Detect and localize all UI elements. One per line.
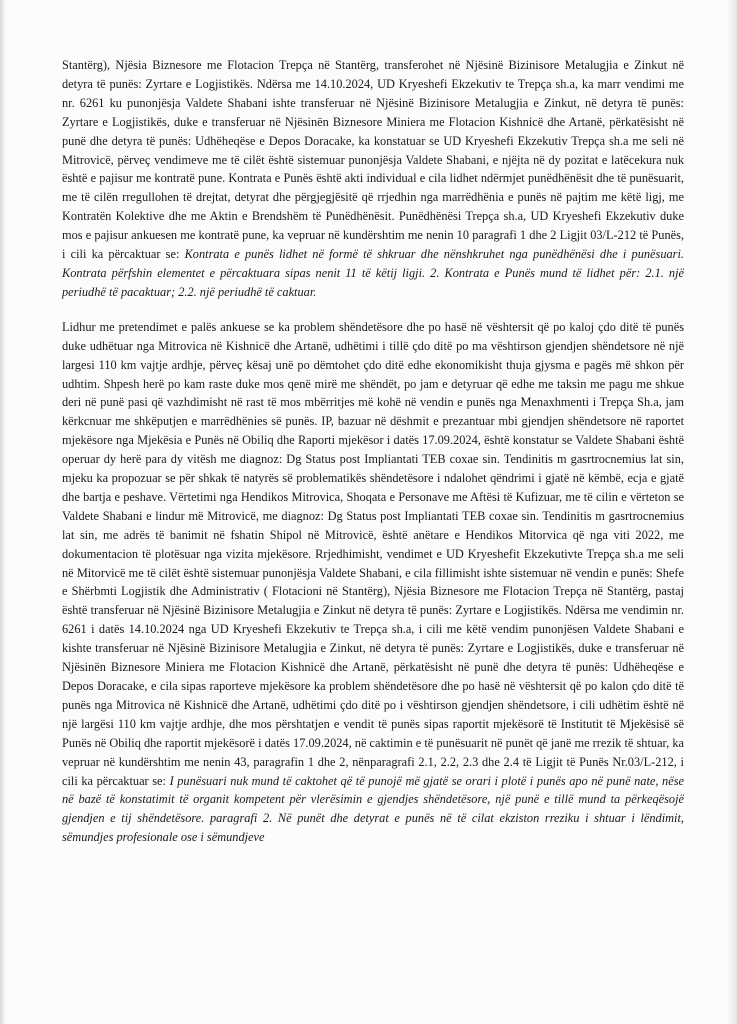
- paragraph-1-text: Stantërg), Njësia Biznesore me Flotacion Trepça në Stantërg, transferohet në Njësinë Bizinisore Metalugjia e Zinkut në detyra të punës: Zyrtare e Logjistikës. Ndërsa me 14.10.2024, UD Kryeshefi Ekzekutiv te Trepça sh.a, ka marr vendimi me nr. 6261 ku punonjësja Valdete Shabani ishte transferuar në Njësinë Bizinisore Metalugjia e Zinkut, në detyra të punës: Zyrtare e Logjistikës, duke e transferuar në Njësinën Biznesore Miniera me Flotacion Kishnicë dhe Artanë, përkatësisht në punë dhe detyra të punës: Udhëheqëse e Depos Doracake, ka konstatuar se UD Kryeshefi Ekzekutiv Trepça sh.a me seli në Mitrovicë, përveç vendimeve me të cilët është sistemuar punonjësja Valdete Shabani, e njëjta në dy pozitat e latëcekura nuk është e pajisur me kontratë pune. Kontrata e Punës është akti individual e cila lidhet ndërmjet punëdhënësit dhe të punësuarit, me të cilën rregullohen të drejtat, detyrat dhe përgjegjësitë që rrjedhin nga marrëdhënia e punës në pajtim me këtë ligj, me Kontratën Kolektive dhe me Aktin e Brendshëm të Punëdhënësit. Punëdhënësi Trepça sh.a, UD Kryeshefi Ekzekutiv duke mos e pajisur ankuesen me kontratë pune, ka vepruar në kundërshtim me nenin 10 paragrafi 1 dhe 2 Ligjit 03/L-212 të Punës, i cili ka përcaktuar se:: [62, 58, 684, 262]
- paragraph-1-law-quote: Kontrata e punës lidhet në formë të shkruar dhe nënshkruhet nga punëdhënësi dhe i punësuari. Kontrata përfshin elementet e përcaktuara sipas nenit 11 të këtij ligji. 2. Kontrata e Punës mund të lidhet për: 2.1. një periudhë të pacaktuar; 2.2. një periudhë të caktuar.: [62, 247, 684, 299]
- document-body: [62, 56, 684, 847]
- paragraph-health-claims: [62, 318, 684, 847]
- page-edge-shadow: [0, 0, 6, 1024]
- paragraph-2-law-quote: I punësuari nuk mund të caktohet që të punojë më gjatë se orari i plotë i punës apo në punë nate, nëse në bazë të konstatimit të organit kompetent për vlerësimin e gjendjes shëndetësore, një punë e tillë mund ta përkeqësojë gjendjen e tij shëndetësore. paragrafi 2. Në punët dhe detyrat e punës në të cilat ekziston rreziku i shtuar i lëndimit, sëmundjes profesionale ose i sëmundjeve: [62, 773, 684, 845]
- paragraph-contract-requirement: [62, 56, 684, 302]
- paragraph-2-text: Lidhur me pretendimet e palës ankuese se ka problem shëndetësore dhe po hasë në vështersit që po kaloj çdo ditë të punës duke udhëtuar nga Mitrovica në Kishnicë dhe Artanë, udhëtimi i tillë çdo ditë po ma vështirson gjendjen shëndetsore në një largesi 110 km vajtje ardhje, përveç kësaj unë po dëmtohet çdo ditë edhe ekonomikisht thuja gjysma e pagës më shkon për udhtim. Shpesh herë po kam raste duke mos qenë mirë me shëndët, po jam e detyruar që edhe me taksin me pagu me shkue deri në punë pasi që vazhdimisht në rast të mos mbërritjes më kohë në vendin e punës nga Menaxhmenti i Trepça Sh.a, jam kërkcnuar me shkëputjen e marrëdhënies së punës. IP, bazuar në dëshmit e prezantuar mbi gjendjen shëndetsore në raportet mjekësore nga Mjekësia e Punës në Obiliq dhe Raporti mjekësor i datës 17.09.2024, është konstatur se Valdete Shabani është operuar dy herë para dy vitësh me diagnoz: Dg Status post Impliantati TEB coxae sin. Tendinitis m gasrtrocnemius lat sin, mjeku ka propozuar se për shkak të natyrës së problematikës shëndetësore i ndalohet qëndrimi i gjatë në këmbë, ecja e gjatë dhe bartja e peshave. Vërtetimi nga Hendikos Mitrovica, Shoqata e Personave me Aftësi të Kufizuar, me të cilin e vërteton se Valdete Shabani e lindur më Mitrovicë, me diagnoz: Dg Status post Impliantati TEB coxae sin. Tendinitis m gasrtrocnemius lat sin, me adrës të banimit në fshatin Shipol në Mitrovicë, është anëtare e Hendikos Mitorvica që nga viti 2022, me dokumentacion të plotësuar nga vizita mjekësore. Rrjedhimisht, vendimet e UD Kryeshefit Ekzekutivte Trepça sh.a me seli në Mitorvicë me të cilët është sistemuar punonjësja Valdete Shabani, e cila fillimisht ishte sistemuar në vendin e punës: Shefe e Shërbmti Logjistik dhe Administrativ ( Flotacioni në Stantërg), Njësia Biznesore me Flotacion Trepça në Stantërg, pastaj është transferuar në Njësinë Bizinisore Metalugjia e Zinkut në detyra të punës: Zyrtare e Logjistikës. Ndërsa me vendimin nr. 6261 i datës 14.10.2024 nga UD Kryeshefi Ekzekutiv te Trepça sh.a, i cili me këtë vendim punonjësen Valdete Shabani e kishte transferuar në Njësinë Bizinisore Metalugjia e Zinkut, në detyra të punës: Zyrtare e Logjistikës, duke e transferuar në Njësinën Biznesore Miniera me Flotacion Kishnicë dhe Artanë, përkatësisht në punë dhe detyra të punës: Udhëheqëse e Depos Doracake, e cila sipas raporteve mjekësore ka problem shëndetësore dhe po hasë në vështersit që po kalon çdo ditë të punës nga Mitrovica në Kishnicë dhe Artanë, udhëtimi çdo ditë po i vështirson gjendjen shëndetsore, i cili udhëtim është në një largësi 110 km vajtje ardhje, dhe mos përshtatjen e vendit të punës sipas raportit mjekësorë të Institutit të Mjekësisë së Punës në Obiliq dhe raportit mjekësorë i datës 17.09.2024, në caktimin e të punësuarit në punët që janë me rrezik të shtuar, ka vepruar në kundërshtim me nenin 43, paragrafin 1 dhe 2, nënparagrafi 2.1, 2.2, 2.3 dhe 2.4 të Ligjit të Punës Nr.03/L-212, i cili ka përcaktuar se:: [62, 319, 684, 788]
- page-edge-shadow-right: [727, 0, 737, 1024]
